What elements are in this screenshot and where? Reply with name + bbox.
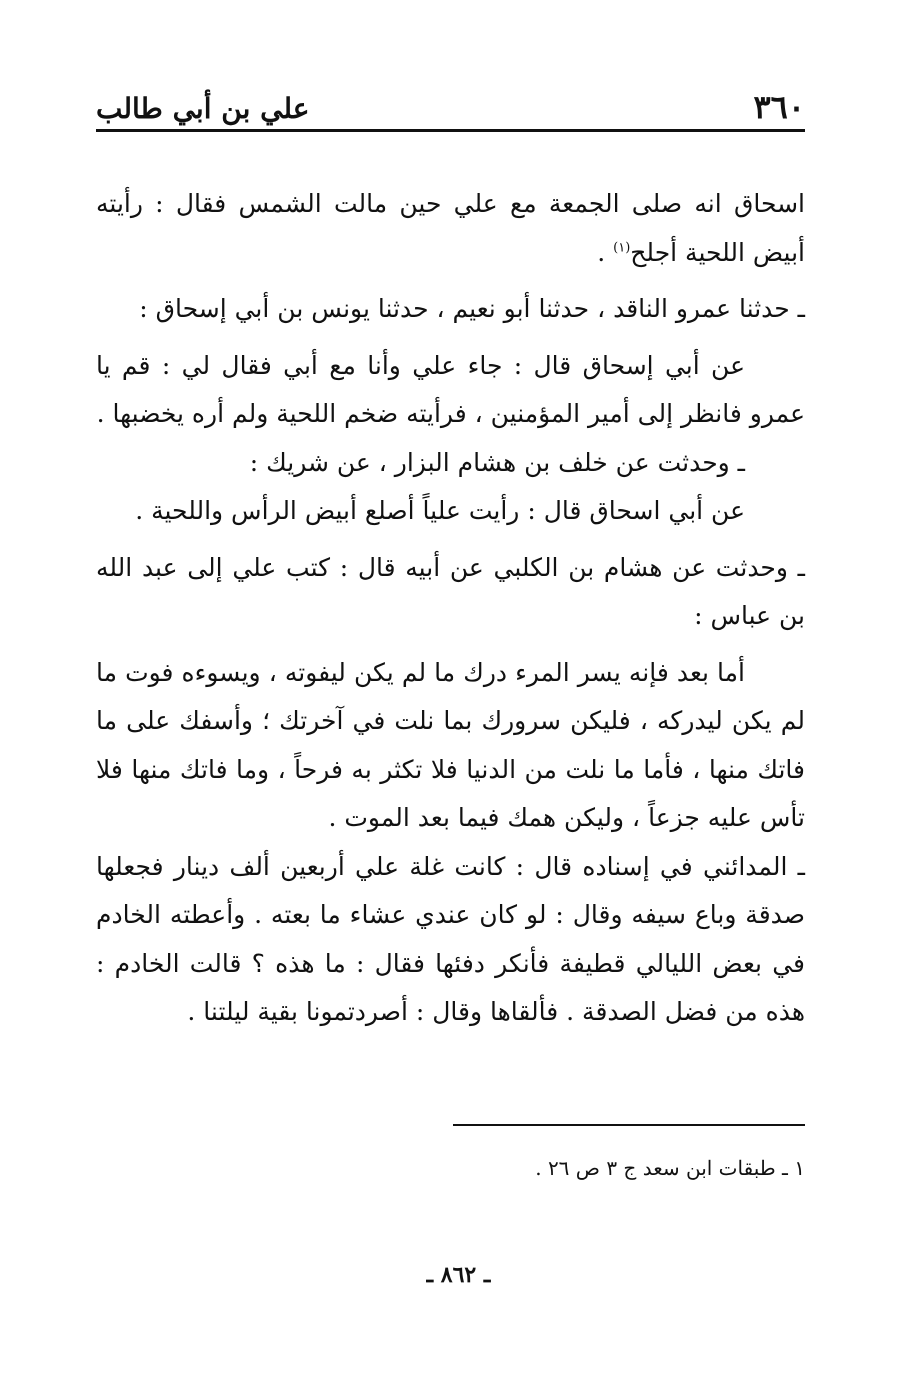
paragraph-8: ـ المدائني في إسناده قال : كانت غلة علي أربعين ألف دينار فجعلها صدقة وباع سيفه وقال : لو كان عندي عشاء ما بعته . وأعطته الخادم في بعض الليالي قطيفة فأنكر دفئها فقال : ما هذه ؟ قالت الخادم : هذه من فضل الصدقة . فألقاها وقال : أصردتمونا بقية ليلتنا . [96,851,805,1026]
footnote-divider [453,1124,805,1126]
running-title: علي بن أبي طالب [96,92,310,125]
paragraph-3: عن أبي إسحاق قال : جاء علي وأنا مع أبي فقال لي : قم يا عمرو فانظر إلى أمير المؤمنين ، فرأيته ضخم اللحية ولم أره يخضبها . [96,350,805,428]
paragraph-1-text: اسحاق انه صلى الجمعة مع علي حين مالت الشمس فقال : رأيته أبيض اللحية أجلح [96,189,805,267]
footnote: ١ ـ طبقات ابن سعد ج ٣ ص ٢٦ . [535,1156,805,1180]
paragraph-1-end: . [597,237,614,267]
page-number: ٣٦٠ [753,88,805,126]
paragraph-6: ـ وحدثت عن هشام بن الكلبي عن أبيه قال : كتب علي إلى عبد الله بن عباس : [96,552,805,630]
paragraph-7: أما بعد فإنه يسر المرء درك ما لم يكن ليفوته ، ويسوءه فوت ما لم يكن ليدركه ، فليكن سرورك بما نلت في آخرتك ؛ وأسفك على ما فاتك منها ، فأما ما نلت من الدنيا فلا تكثر به فرحاً ، وما فاتك منها فلا تأس عليه جزعاً ، وليكن همك فيما بعد الموت . [96,657,805,832]
body-text [96,180,805,1037]
paragraph-1 [96,180,805,277]
footer-page-number: ـ ٨٦٢ ـ [426,1262,491,1288]
page-header [96,82,805,132]
paragraph-5: عن أبي اسحاق قال : رأيت علياً أصلع أبيض الرأس واللحية . [135,496,745,525]
paragraph-4: ـ وحدثت عن خلف بن هشام البزار ، عن شريك : [249,447,745,477]
footnote-reference: (١) [613,240,631,256]
paragraph-2: ـ حدثنا عمرو الناقد ، حدثنا أبو نعيم ، حدثنا يونس بن أبي إسحاق : [139,294,805,323]
